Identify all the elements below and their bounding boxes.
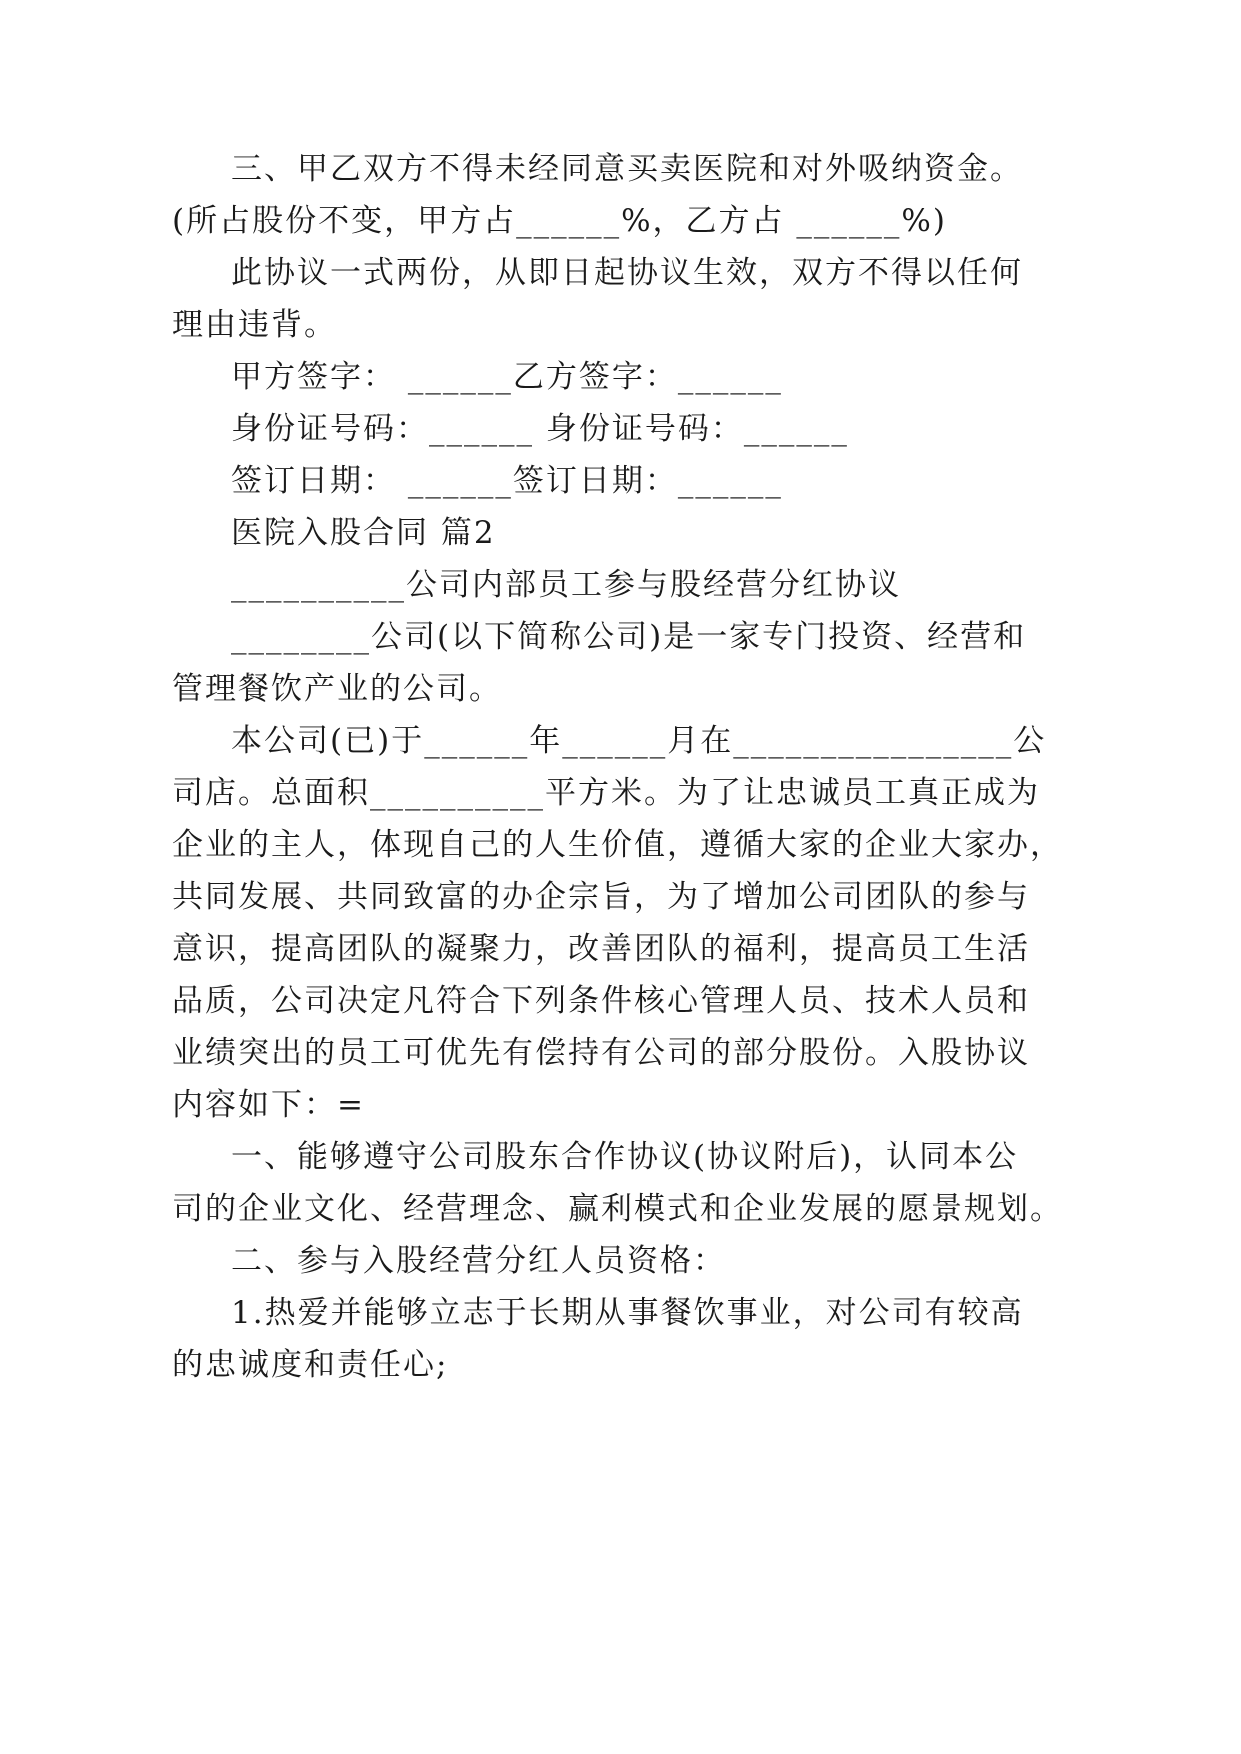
signature-line: 甲方签字： ______乙方签字：______	[231, 359, 783, 395]
agreement-title: __________公司内部员工参与股经营分红协议	[231, 567, 901, 603]
item-one-line-2: 的忠诚度和责任心;	[172, 1347, 449, 1383]
clause-three-line: 三、甲乙双方不得未经同意买卖医院和对外吸纳资金。	[231, 151, 1023, 187]
id-number-line: 身份证号码：______ 身份证号码：______	[231, 411, 849, 447]
body-line-5: 意识，提高团队的凝聚力，改善团队的福利，提高员工生活	[172, 931, 1030, 967]
body-line-8: 内容如下：=	[172, 1087, 365, 1123]
intro-line-1: ________公司(以下简称公司)是一家专门投资、经营和	[231, 619, 1027, 655]
copies-clause-cont: 理由违背。	[172, 307, 337, 343]
intro-line-2: 管理餐饮产业的公司。	[172, 671, 502, 707]
body-line-4: 共同发展、共同致富的办企宗旨，为了增加公司团队的参与	[172, 879, 1030, 915]
body-line-7: 业绩突出的员工可优先有偿持有公司的部分股份。入股协议	[172, 1035, 1030, 1071]
copies-clause-line: 此协议一式两份，从即日起协议生效，双方不得以任何	[231, 255, 1023, 291]
body-line-2: 司店。总面积__________平方米。为了让忠诚员工真正成为	[172, 775, 1040, 811]
body-line-3: 企业的主人，体现自己的人生价值，遵循大家的企业大家办，	[172, 827, 1063, 863]
clause-one-line-2: 司的企业文化、经营理念、赢利模式和企业发展的愿景规划。	[172, 1191, 1063, 1227]
body-line-6: 品质，公司决定凡符合下列条件核心管理人员、技术人员和	[172, 983, 1030, 1019]
body-line-1: 本公司(已)于______年______月在________________公	[231, 723, 1047, 759]
clause-one-line-1: 一、能够遵守公司股东合作协议(协议附后)，认同本公	[231, 1139, 1019, 1175]
sign-date-line: 签订日期： ______签订日期：______	[231, 463, 783, 499]
section-heading: 医院入股合同 篇2	[231, 515, 496, 551]
share-ratio-line: (所占股份不变，甲方占______%，乙方占 ______%)	[172, 203, 947, 239]
clause-two-heading: 二、参与入股经营分红人员资格：	[231, 1243, 726, 1279]
item-one-line-1: 1.热爱并能够立志于长期从事餐饮事业，对公司有较高	[231, 1295, 1024, 1331]
